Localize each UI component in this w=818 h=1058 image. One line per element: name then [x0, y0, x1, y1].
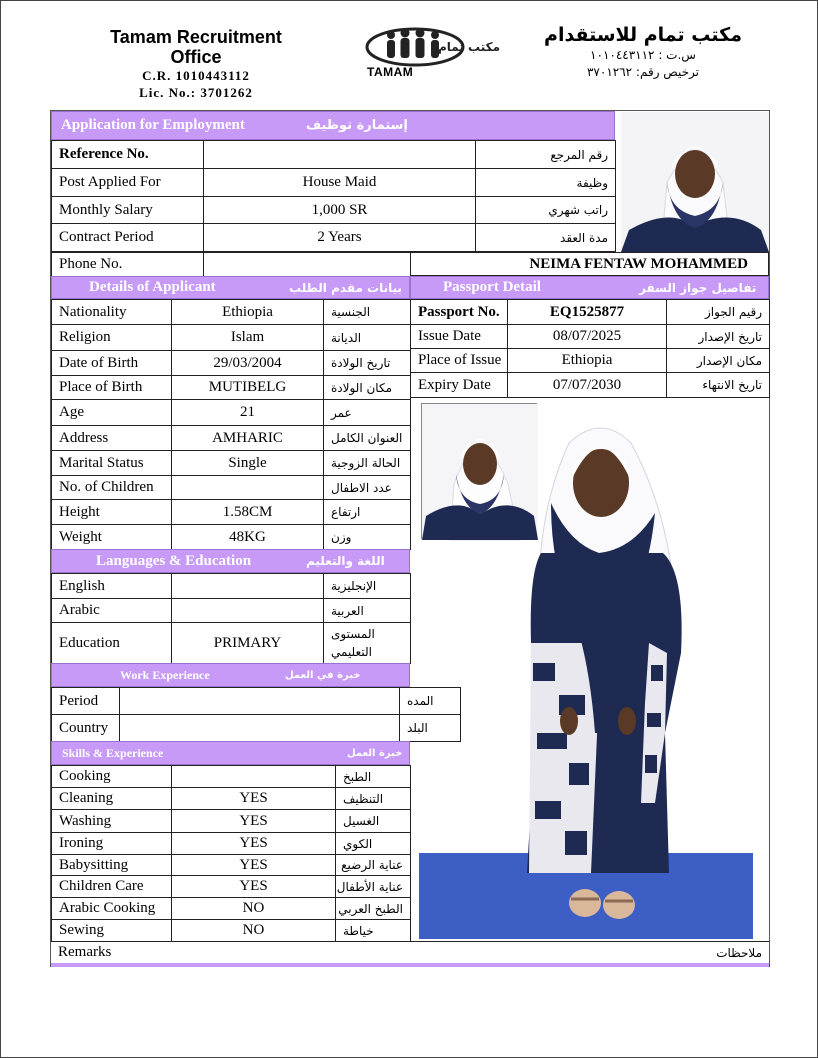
field-label: Arabic [52, 599, 172, 623]
field-value[interactable]: Ethiopia [508, 349, 667, 373]
field-label-ar: عناية الرضيع [336, 855, 411, 876]
field-label-ar: تاريخ الانتهاء [667, 373, 770, 398]
field-value[interactable]: 07/07/2030 [508, 373, 667, 398]
field-label: Issue Date [411, 325, 508, 349]
applicant-rows [52, 300, 411, 550]
field-label: Monthly Salary [52, 197, 204, 224]
field-label-ar: الحالة الزوجية [324, 451, 411, 476]
field-label-ar: البلد [400, 715, 461, 742]
field-value[interactable]: YES [172, 810, 336, 833]
table-row [52, 325, 411, 351]
field-label: Height [52, 500, 172, 525]
field-label: Sewing [52, 920, 172, 942]
field-value[interactable] [204, 141, 476, 169]
work-title-en: Work Experience [120, 667, 210, 682]
field-label: Arabic Cooking [52, 898, 172, 920]
skills-title-ar: خبرة العمل [347, 747, 403, 759]
field-label: Expiry Date [411, 373, 508, 398]
field-label: Place of Issue [411, 349, 508, 373]
table-row [52, 451, 411, 476]
table-row [52, 224, 616, 252]
field-value[interactable] [172, 476, 324, 500]
field-value[interactable]: Islam [172, 325, 324, 351]
field-value[interactable]: NO [172, 898, 336, 920]
field-value[interactable]: NO [172, 920, 336, 942]
phone-value[interactable] [204, 253, 411, 277]
table-row [52, 500, 411, 525]
field-label: Children Care [52, 876, 172, 898]
applicant-title-en: Details of Applicant [89, 279, 216, 295]
application-title-bar [51, 111, 615, 140]
field-label: Address [52, 426, 172, 451]
field-label: Babysitting [52, 855, 172, 876]
field-label-ar: الديانة [324, 325, 411, 351]
field-label: Reference No. [52, 141, 204, 169]
work-title-bar [51, 663, 410, 687]
license-number-en: Lic. No.: 3701262 [139, 85, 253, 100]
field-label: Country [52, 715, 120, 742]
application-rows [52, 141, 616, 252]
table-row [52, 920, 411, 942]
field-label-ar: رقم المرجع [476, 141, 616, 169]
field-label-ar: مدة العقد [476, 224, 616, 252]
table-row [52, 898, 411, 920]
table-row [52, 476, 411, 500]
table-row [411, 300, 770, 325]
field-label: Date of Birth [52, 351, 172, 376]
company-header-en [93, 27, 299, 101]
field-value[interactable] [120, 688, 400, 715]
work-title-ar: خبرة في العمل [285, 669, 361, 681]
field-label-ar: الغسيل [336, 810, 411, 833]
skills-title-en: Skills & Experience [62, 745, 164, 760]
field-label-ar: الطبخ [336, 766, 411, 788]
languages-title-bar [51, 549, 410, 573]
work-rows [52, 688, 461, 742]
field-label-ar: الجنسية [324, 300, 411, 325]
field-value[interactable]: YES [172, 855, 336, 876]
field-label: Weight [52, 525, 172, 550]
table-row [411, 349, 770, 373]
field-label: Washing [52, 810, 172, 833]
field-label-ar: الطبخ العربي [336, 898, 411, 920]
field-value[interactable]: EQ1525877 [508, 300, 667, 325]
languages-rows [52, 574, 411, 664]
table-row [52, 788, 411, 810]
table-row [52, 715, 461, 742]
field-label-ar: وزن [324, 525, 411, 550]
field-value[interactable]: YES [172, 876, 336, 898]
field-label-ar: الكوي [336, 833, 411, 855]
field-label-ar: التنظيف [336, 788, 411, 810]
applicant-full-name: NEIMA FENTAW MOHAMMED [410, 252, 769, 276]
table-row [52, 376, 411, 400]
field-value[interactable]: House Maid [204, 169, 476, 197]
table-row [52, 197, 616, 224]
table-row [52, 426, 411, 451]
field-value[interactable] [172, 574, 324, 599]
field-value[interactable]: MUTIBELG [172, 376, 324, 400]
field-label: Passport No. [411, 300, 508, 325]
application-title-en: Application for Employment [61, 117, 245, 133]
passport-table [410, 299, 770, 398]
skills-rows [52, 766, 411, 942]
field-label-ar: مكان الإصدار [667, 349, 770, 373]
passport-rows [411, 300, 770, 398]
field-value[interactable]: 1,000 SR [204, 197, 476, 224]
field-label-ar: عدد الاطفال [324, 476, 411, 500]
field-label-ar: تاريخ الولادة [324, 351, 411, 376]
field-label: Age [52, 400, 172, 426]
field-label-ar: ارتفاع [324, 500, 411, 525]
field-label: Education [52, 623, 172, 664]
field-label-ar: خياطة [336, 920, 411, 942]
field-label: Nationality [52, 300, 172, 325]
field-value[interactable]: 08/07/2025 [508, 325, 667, 349]
field-label-ar: الإنجليزية [324, 574, 411, 599]
portrait-photo [621, 112, 769, 252]
logo-text: TAMAM [367, 65, 414, 79]
field-value[interactable]: 29/03/2004 [172, 351, 324, 376]
field-label: English [52, 574, 172, 599]
field-value[interactable]: PRIMARY [172, 623, 324, 664]
field-value[interactable]: Single [172, 451, 324, 476]
field-label-ar: المده [400, 688, 461, 715]
logo-ar-text: مكتب تمام [437, 40, 501, 54]
field-value[interactable] [172, 599, 324, 623]
table-row [411, 325, 770, 349]
applicant-title-bar [51, 276, 410, 299]
table-row [52, 688, 461, 715]
remarks-label-en: Remarks [58, 944, 112, 960]
tamam-logo [365, 23, 501, 79]
field-value[interactable]: AMHARIC [172, 426, 324, 451]
table-row [52, 400, 411, 426]
table-row [52, 855, 411, 876]
field-label-ar: العربية [324, 599, 411, 623]
cr-number-en: C.R. 1010443112 [142, 68, 250, 83]
remarks-label-ar: ملاحظات [716, 945, 762, 960]
company-header-ar [537, 23, 749, 81]
footer-accent-line [51, 963, 769, 967]
passport-title-bar [410, 276, 769, 299]
field-value[interactable]: 1.58CM [172, 500, 324, 525]
field-label: No. of Children [52, 476, 172, 500]
passport-title-ar: تفاصيل جواز السفر [639, 280, 757, 295]
field-value[interactable]: YES [172, 788, 336, 810]
field-label-ar: رقيم الجواز [667, 300, 770, 325]
applicant-portrait-top [621, 112, 769, 252]
field-label: Place of Birth [52, 376, 172, 400]
skills-table [51, 765, 411, 942]
phone-label: Phone No. [52, 253, 204, 277]
field-label-ar: راتب شهري [476, 197, 616, 224]
table-row [52, 876, 411, 898]
phone-table [51, 252, 411, 277]
field-label-ar: المستوى التعليمي [324, 623, 411, 664]
applicant-table [51, 299, 411, 550]
field-label: Cleaning [52, 788, 172, 810]
cr-number-ar: س.ت : ١٠١٠٤٤٣١١٢ [590, 48, 696, 62]
applicant-title-ar: بيانات مقدم الطلب [289, 280, 403, 295]
full-body-photo [419, 403, 753, 939]
license-number-ar: ترخيص رقم: ٣٧٠١٢٦٢ [586, 65, 699, 79]
field-label-ar: العنوان الكامل [324, 426, 411, 451]
field-label-ar: وظيفة [476, 169, 616, 197]
table-row [52, 300, 411, 325]
work-table [51, 687, 461, 742]
table-row [52, 169, 616, 197]
field-label-ar: عمر [324, 400, 411, 426]
field-value[interactable]: YES [172, 833, 336, 855]
company-name-ar: مكتب تمام للاستقدام [544, 24, 742, 46]
remarks-row [51, 941, 769, 963]
languages-title-en: Languages & Education [96, 552, 252, 569]
table-row [52, 766, 411, 788]
field-label: Cooking [52, 766, 172, 788]
field-value[interactable]: Ethiopia [172, 300, 324, 325]
table-row [52, 574, 411, 599]
languages-table [51, 573, 411, 664]
field-value[interactable] [172, 766, 336, 788]
field-value[interactable]: 2 Years [204, 224, 476, 252]
table-row [52, 623, 411, 664]
field-label: Contract Period [52, 224, 204, 252]
languages-title-ar: اللغة والتعليم [306, 554, 385, 568]
passport-title-en: Passport Detail [443, 279, 541, 295]
field-label: Ironing [52, 833, 172, 855]
table-row [52, 833, 411, 855]
table-row [52, 810, 411, 833]
skills-title-bar [51, 741, 410, 765]
table-row [52, 599, 411, 623]
field-label-ar: عناية الأطفال [336, 876, 411, 898]
field-value[interactable] [120, 715, 400, 742]
field-label: Marital Status [52, 451, 172, 476]
field-value[interactable]: 48KG [172, 525, 324, 550]
field-label-ar: تاريخ الإصدار [667, 325, 770, 349]
field-label: Period [52, 688, 120, 715]
field-label-ar: مكان الولادة [324, 376, 411, 400]
table-row [52, 525, 411, 550]
application-table [51, 140, 616, 252]
field-value[interactable]: 21 [172, 400, 324, 426]
application-title-ar: إستمارة توظيف [306, 118, 408, 133]
field-label: Religion [52, 325, 172, 351]
field-label: Post Applied For [52, 169, 204, 197]
table-row [52, 141, 616, 169]
company-name-en: Tamam Recruitment Office [110, 27, 282, 67]
table-row [411, 373, 770, 398]
applicant-full-body-photo [419, 403, 753, 939]
table-row [52, 351, 411, 376]
